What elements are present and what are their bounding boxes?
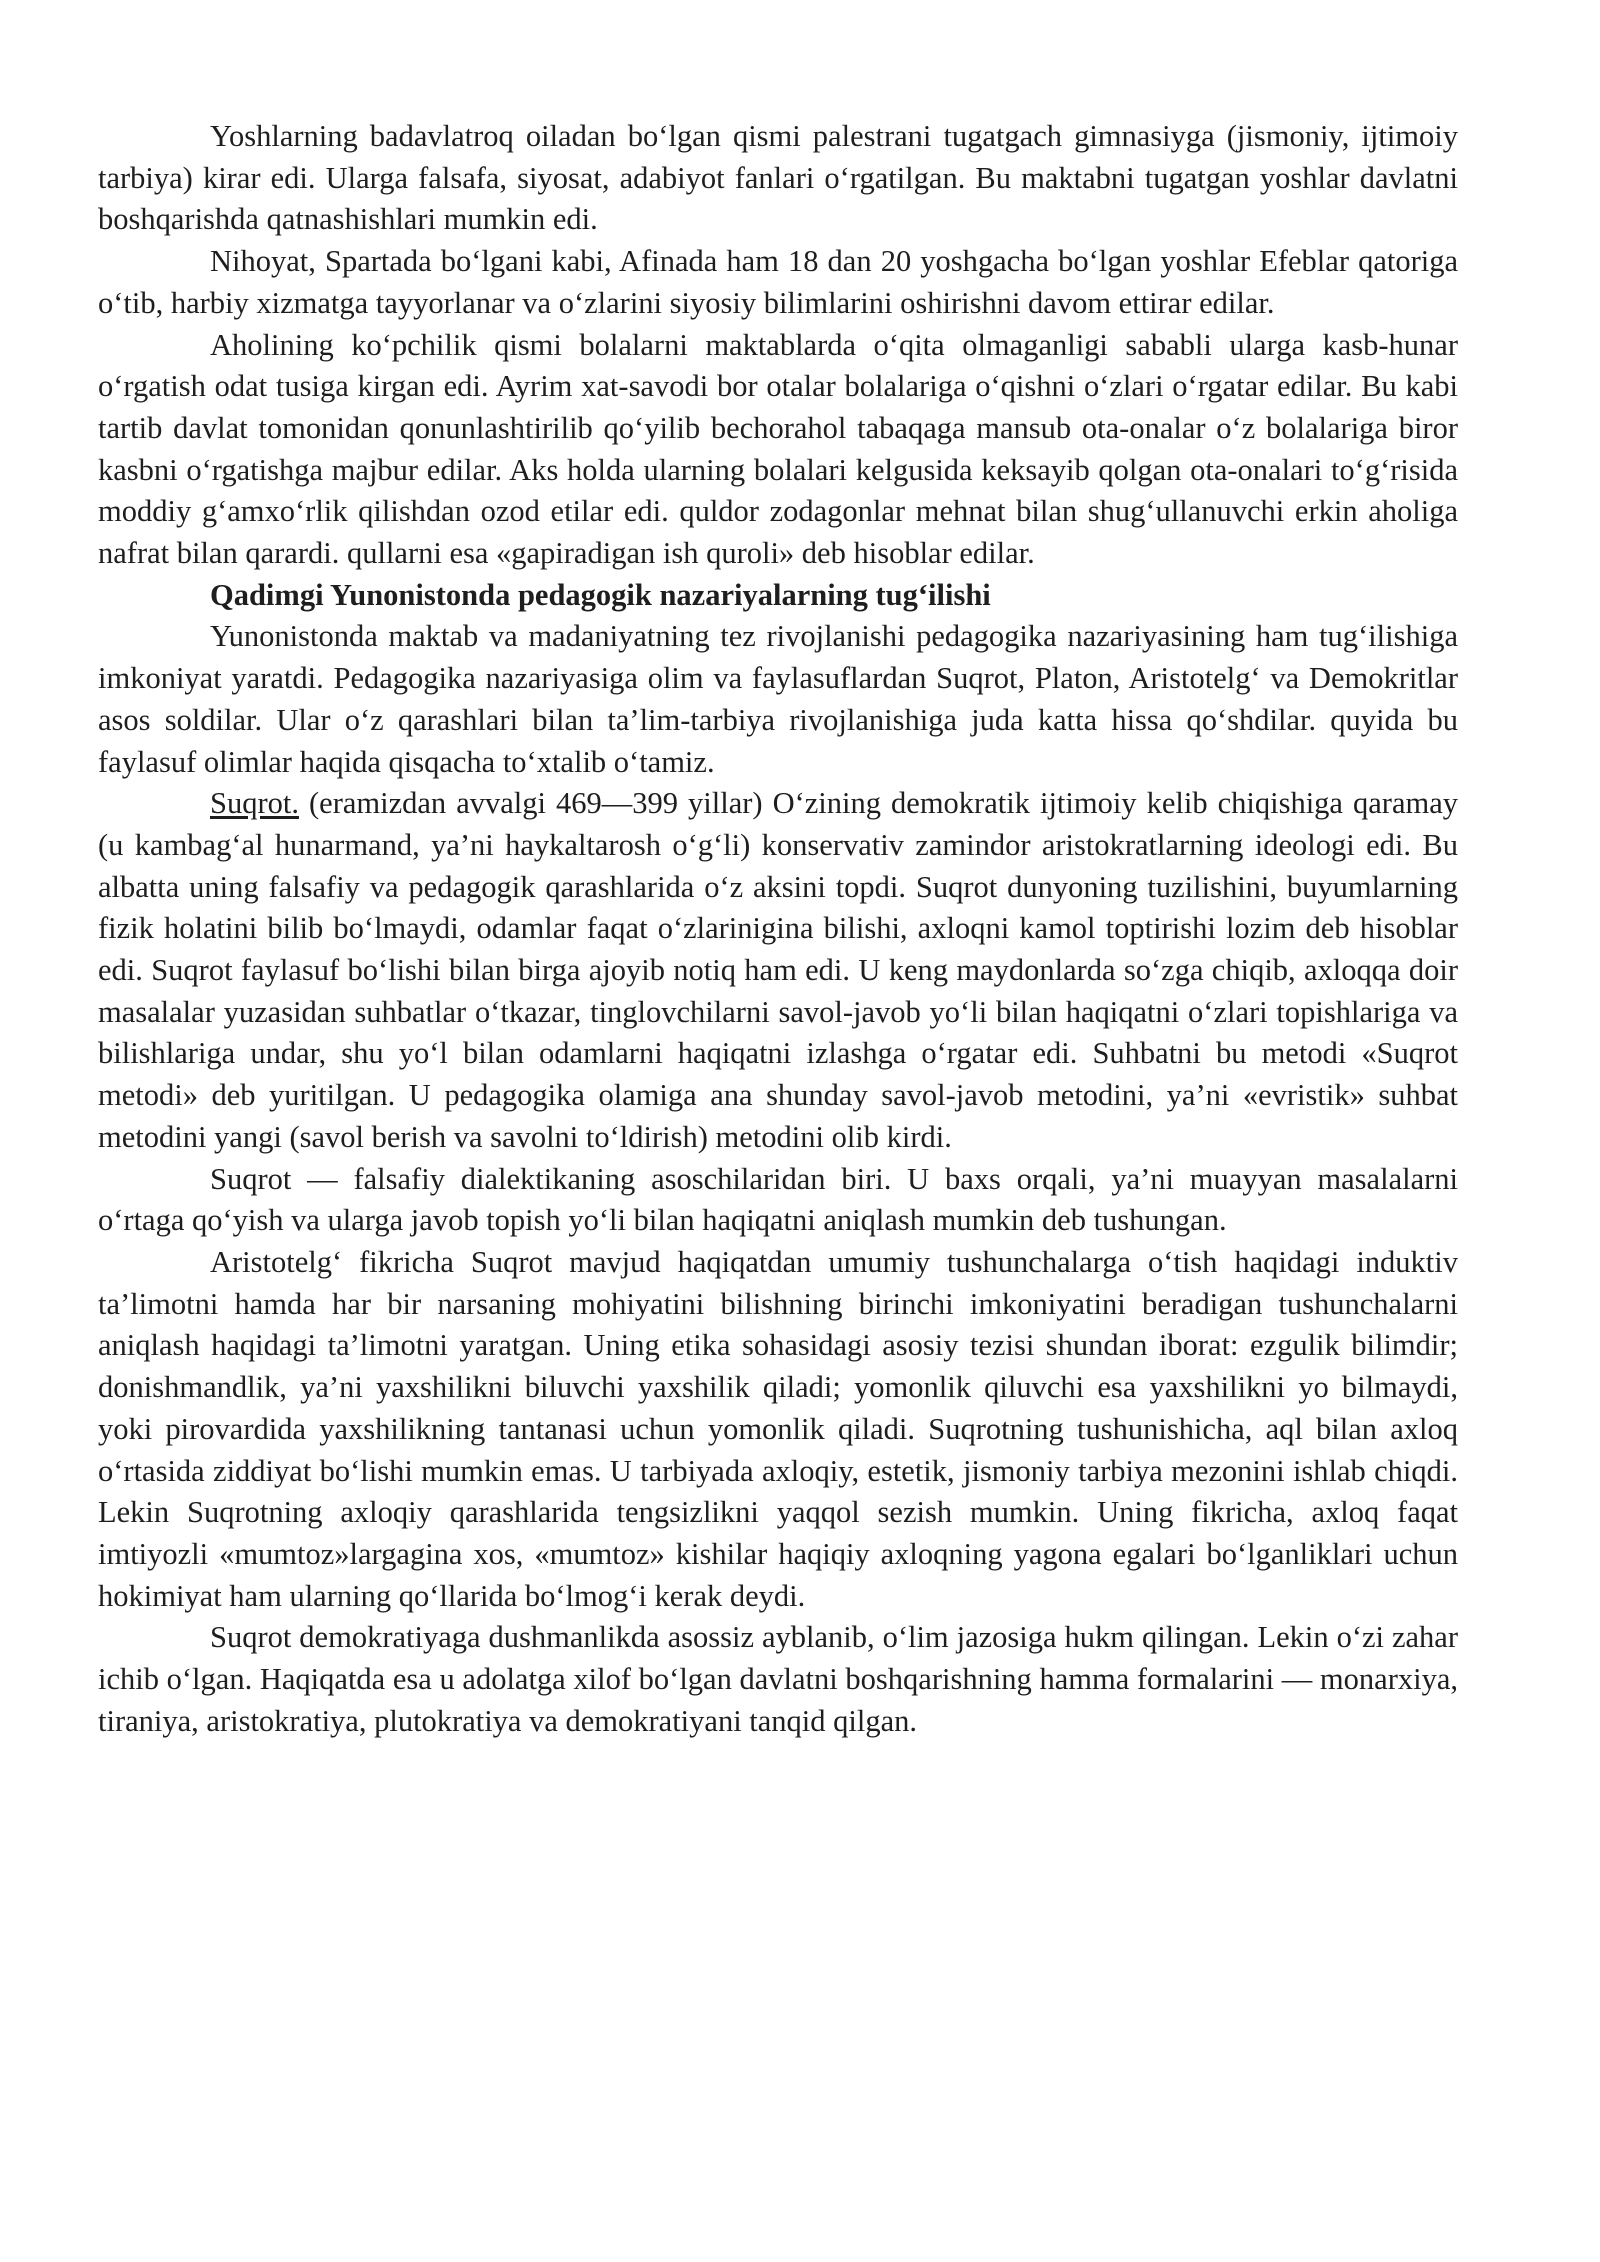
paragraph-socrates-dialectics: Suqrot — falsafiy dialektikaning asoschilaridan biri. U baxs orqali, ya’ni muayyan masalalarni o‘rtaga qo‘yish va ularga javob topish yo‘li bilan haqiqatni aniqlash mumkin deb tushungan. <box>98 1161 1458 1238</box>
paragraph-gymnasium: Yoshlarning badavlatroq oiladan bo‘lgan qismi palestrani tugatgach gimnasiyga (jismoniy, ijtimoiy tarbiya) kirar edi. Ularga falsafa, siyosat, adabiyot fanlari o‘rgatilgan. Bu maktabni tugatgan yoshlar davlatni boshqarishda qatnashishlari mumkin edi. <box>98 119 1458 237</box>
paragraph-socrates-intro <box>98 783 1458 1158</box>
paragraph-socrates-death: Suqrot demokratiyaga dushmanlikda asossiz ayblanib, o‘lim jazosiga hukm qilingan. Lekin o‘zi zahar ichib o‘lgan. Haqiqatda esa u adolatga xilof bo‘lgan davlatni boshqarishning hamma formalarini — monarxiya, tiraniya, aristokratiya, plutokratiya va demokratiyani tanqid qilgan. <box>98 1620 1458 1738</box>
socrates-underlined-name: Suqrot. <box>210 786 299 821</box>
paragraph-craft-training: Aholining ko‘pchilik qismi bolalarni maktablarda o‘qita olmaganligi sababli ularga kasb-hunar o‘rgatish odat tusiga kirgan edi. Ayrim xat-savodi bor otalar bolalariga o‘qishni o‘zlari o‘rgatar edilar. Bu kabi tartib davlat tomonidan qonunlashtirilib qo‘yilib bechorahol tabaqaga mansub ota-onalar o‘z bolalariga biror kasbni o‘rgatishga majbur edilar. Aks holda ularning bolalari kelgusida keksayib qolgan ota-onalari to‘g‘risida moddiy g‘amxo‘rlik qilishdan ozod etilar edi. quldor zodagonlar mehnat bilan shug‘ullanuvchi erkin aholiga nafrat bilan qarardi. qullarni esa «gapiradigan ish quroli» deb hisoblar edilar. <box>98 327 1458 571</box>
paragraph-aristotle-on-socrates: Aristotelg‘ fikricha Suqrot mavjud haqiqatdan umumiy tushunchalarga o‘tish haqidagi induktiv ta’limotni hamda har bir narsaning mohiyatini bilishning birinchi imkoniyatini beradigan tushunchalarni aniqlash haqidagi ta’limotni yaratgan. Uning etika sohasidagi asosiy tezisi shundan iborat: ezgulik bilimdir; donishmandlik, ya’ni yaxshilikni biluvchi yaxshilik qiladi; yomonlik qiluvchi esa yaxshilikni yo bilmaydi, yoki pirovardida yaxshilikning tantanasi uchun yomonlik qiladi. Suqrotning tushunishicha, aql bilan axloq o‘rtasida ziddiyat bo‘lishi mumkin emas. U tarbiyada axloqiy, estetik, jismoniy tarbiya mezonini ishlab chiqdi. Lekin Suqrotning axloqiy qarashlarida tengsizlikni yaqqol sezish mumkin. Uning fikricha, axloq faqat imtiyozli «mumtoz»largagina xos, «mumtoz» kishilar haqiqiy axloqning yagona egalari bo‘lganliklari uchun hokimiyat ham ularning qo‘llarida bo‘lmog‘i kerak deydi. <box>98 1244 1458 1613</box>
section-heading: Qadimgi Yunonistonda pedagogik nazariyalarning tug‘ilishi <box>210 577 991 612</box>
document-page <box>98 116 1458 1742</box>
paragraph-pedagogy-theory: Yunonistonda maktab va madaniyatning tez rivojlanishi pedagogika nazariyasining ham tug‘ilishiga imkoniyat yaratdi. Pedagogika nazariyasiga olim va faylasuflardan Suqrot, Platon, Aristotelg‘ va Demokritlar asos soldilar. Ular o‘z qarashlari bilan ta’lim-tarbiya rivojlanishiga juda katta hissa qo‘shdilar. quyida bu faylasuf olimlar haqida qisqacha to‘xtalib o‘tamiz. <box>98 619 1458 779</box>
socrates-intro-text: (eramizdan avvalgi 469—399 yillar) O‘zining demokratik ijtimoiy kelib chiqishiga qaramay (u kambag‘al hunarmand, ya’ni haykaltarosh o‘g‘li) konservativ zamindor aristokratlarning ideologi edi. Bu albatta uning falsafiy va pedagogik qarashlarida o‘z aksini topdi. Suqrot dunyoning tuzilishini, buyumlarning fizik holatini bilib bo‘lmaydi, odamlar faqat o‘zlarinigina bilishi, axloqni kamol toptirishi lozim deb hisoblar edi. Suqrot faylasuf bo‘lishi bilan birga ajoyib notiq ham edi. U keng maydonlarda so‘zga chiqib, axloqqa doir masalalar yuzasidan suhbatlar o‘tkazar, tinglovchilarni savol-javob yo‘li bilan haqiqatni o‘zlari topishlariga va bilishlariga undar, shu yo‘l bilan odamlarni haqiqatni izlashga o‘rgatar edi. Suhbatni bu metodi «Suqrot metodi» deb yuritilgan. U pedagogika olamiga ana shunday savol-javob metodini, ya’ni «evristik» suhbat metodini yangi (savol berish va savolni to‘ldirish) metodini olib kirdi. <box>98 786 1458 1154</box>
paragraph-ephebes: Nihoyat, Spartada bo‘lgani kabi, Afinada ham 18 dan 20 yoshgacha bo‘lgan yoshlar Efeblar qatoriga o‘tib, harbiy xizmatga tayyorlanar va o‘zlarini siyosiy bilimlarini oshirishni davom ettirar edilar. <box>98 244 1458 320</box>
